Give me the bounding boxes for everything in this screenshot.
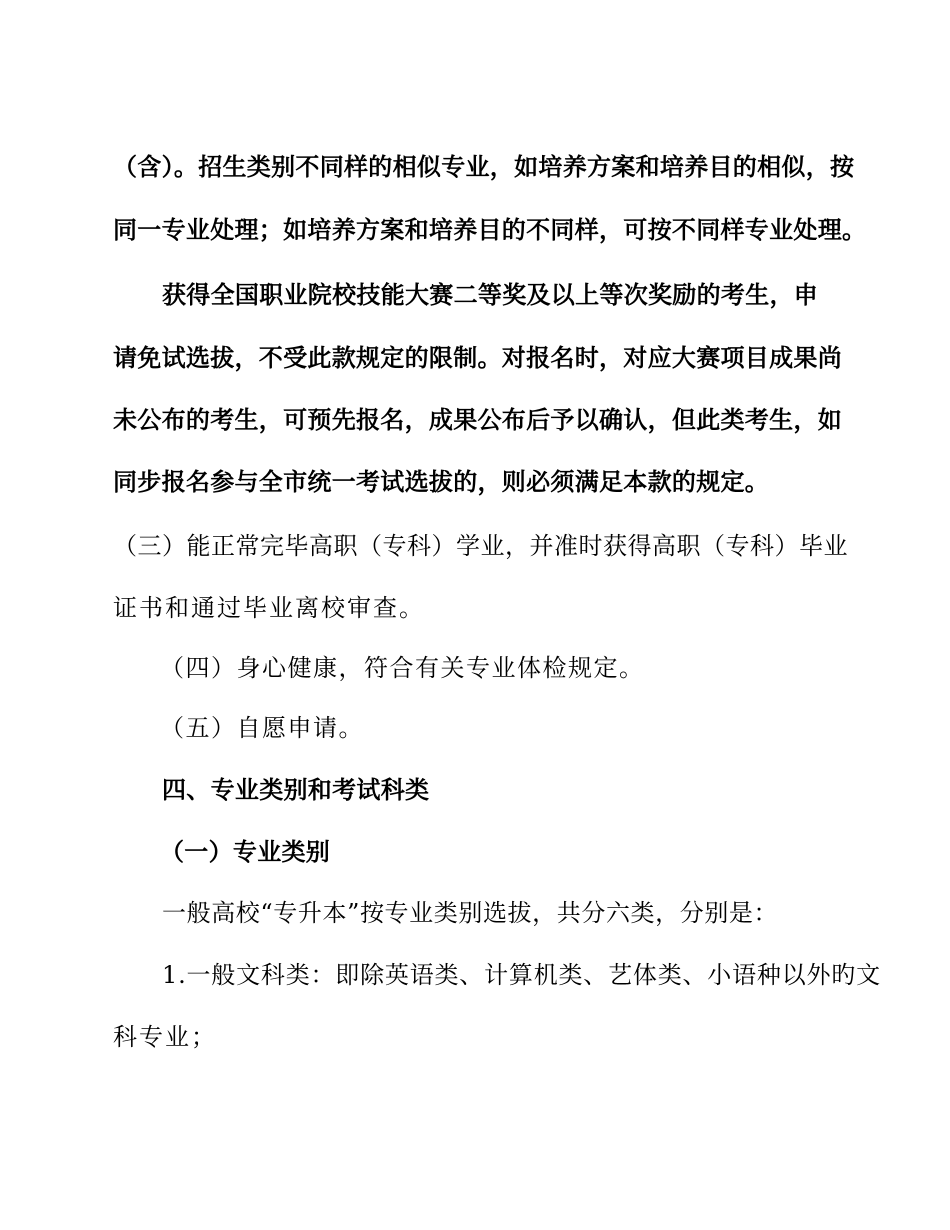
paragraph-line: 获得全国职业院校技能大赛二等奖及以上等次奖励的考生，申 [162, 281, 819, 309]
paragraph-line: 同一专业处理；如培养方案和培养目的不同样，可按不同样专业处理。 [113, 216, 867, 244]
paragraph-line: （五）自愿申请。 [160, 714, 364, 742]
section-heading: 四、专业类别和考试科类 [162, 776, 430, 804]
subsection-heading: （一）专业类别 [160, 838, 331, 866]
paragraph-line: 证书和通过毕业离校审查。 [113, 594, 425, 622]
paragraph-line: 请免试选拔，不受此款规定的限制。对报名时，对应大赛项目成果尚 [113, 344, 842, 372]
list-item-line: 科专业； [113, 1023, 217, 1051]
paragraph-line: （四）身心健康，符合有关专业体检规定。 [160, 654, 645, 682]
paragraph-line: 未公布的考生，可预先报名，成果公布后予以确认，但此类考生，如 [113, 406, 842, 434]
paragraph-line: （三）能正常完毕高职（专科）学业，并准时获得高职（专科）毕业 [113, 532, 848, 560]
paragraph-line: （含）。招生类别不同样的相似专业，如培养方案和培养目的相似，按 [113, 153, 855, 181]
paragraph-line: 同步报名参与全市统一考试选拔的，则必须满足本款的规定。 [113, 468, 770, 496]
list-item-line: 1.一般文科类：即除英语类、计算机类、艺体类、小语种以外旳文 [162, 961, 881, 989]
paragraph-line: 一般高校“专升本”按专业类别选拔，共分六类，分别是： [162, 899, 779, 927]
